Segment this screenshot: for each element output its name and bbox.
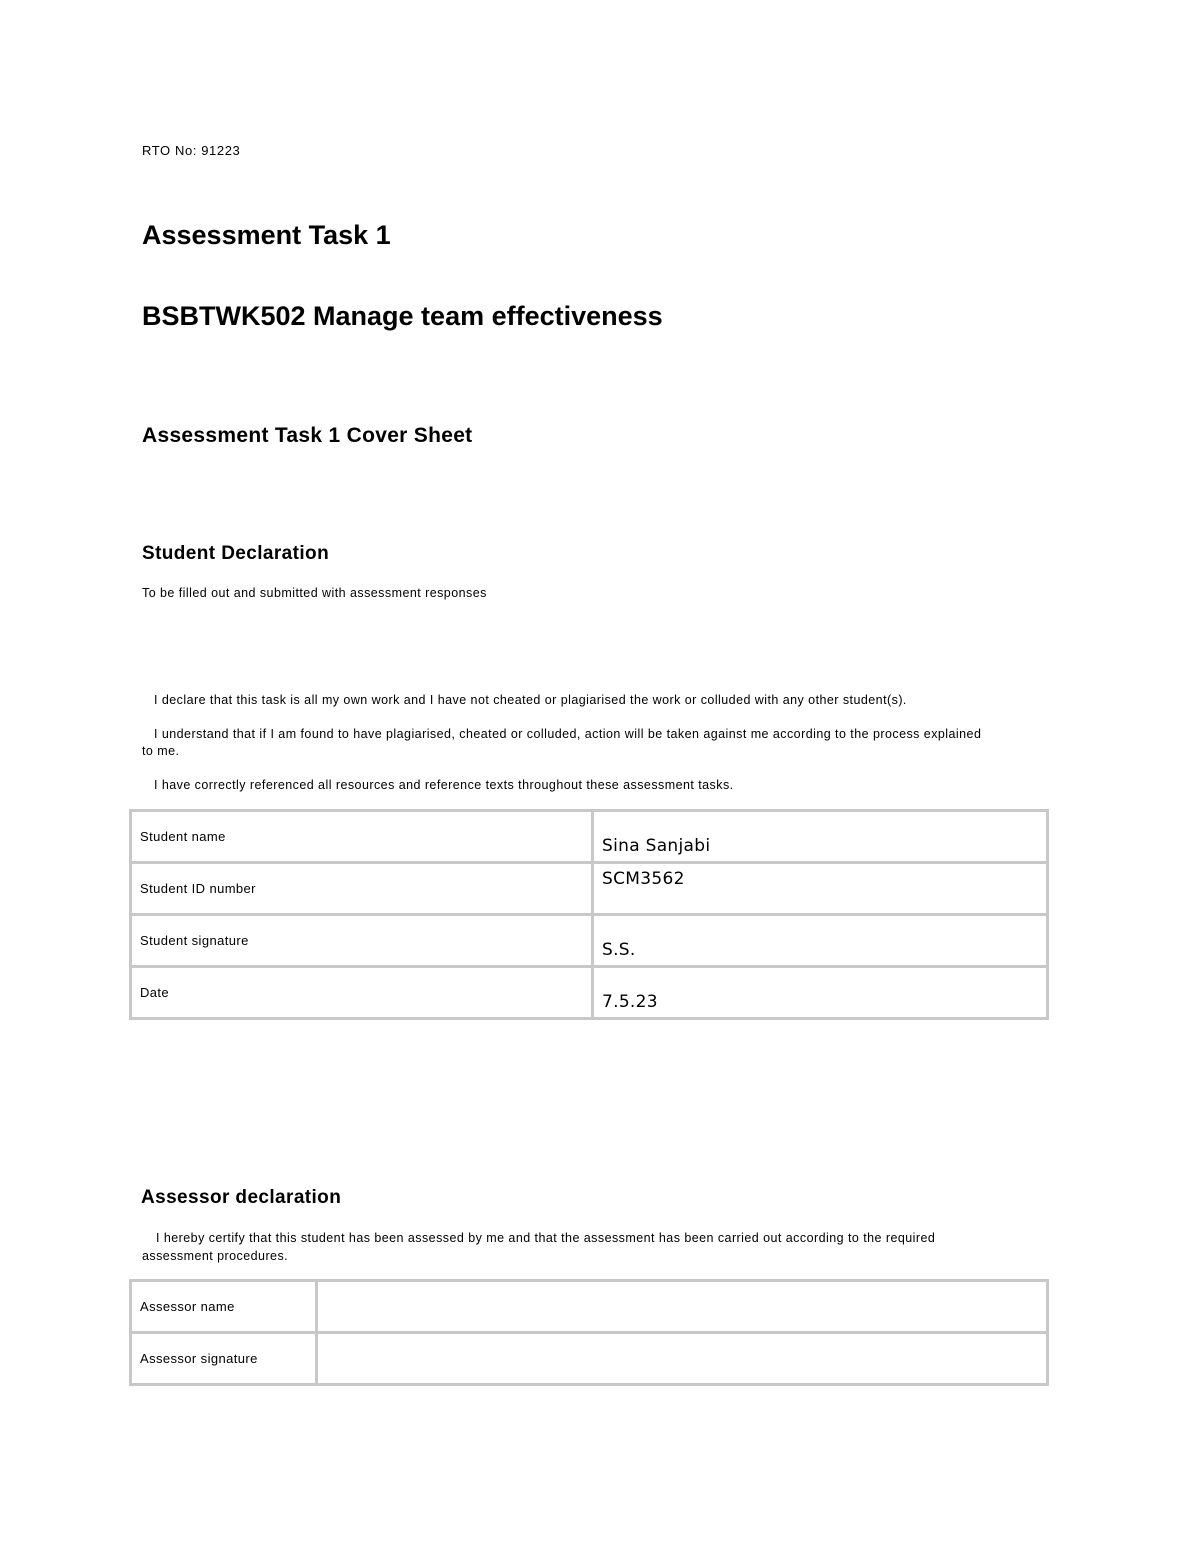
assessment-task-title: Assessment Task 1 (142, 220, 391, 250)
student-name-value: Sina Sanjabi (602, 835, 711, 856)
assessor-signature-label: Assessor signature (131, 1333, 317, 1385)
declaration-statement-own-work: I declare that this task is all my own work and I have not cheated or plagiarised the work or colluded with any other student(s). (154, 693, 907, 707)
table-row (131, 967, 1048, 1019)
declaration-statement-references: I have correctly referenced all resources and reference texts throughout these assessment tasks. (154, 778, 734, 792)
student-details-table (129, 809, 1049, 1020)
student-id-cell[interactable] (593, 863, 1048, 915)
student-declaration-subheading: To be filled out and submitted with assessment responses (142, 586, 487, 600)
date-value: 7.5.23 (602, 991, 658, 1012)
assessor-name-label: Assessor name (131, 1281, 317, 1333)
student-signature-value: S.S. (602, 939, 636, 960)
declaration-statement-plagiarism-cont: to me. (142, 744, 180, 758)
assessor-signature-cell[interactable] (317, 1333, 1048, 1385)
assessor-details-table (129, 1279, 1049, 1386)
date-cell[interactable] (593, 967, 1048, 1019)
rto-number: RTO No: 91223 (142, 143, 241, 158)
student-name-cell[interactable] (593, 811, 1048, 863)
date-label: Date (131, 967, 593, 1019)
student-name-label: Student name (131, 811, 593, 863)
table-row (131, 1281, 1048, 1333)
table-row (131, 1333, 1048, 1385)
assessor-statement-line1: I hereby certify that this student has been assessed by me and that the assessment has been carried out according to the required (156, 1231, 936, 1245)
assessor-declaration-heading: Assessor declaration (141, 1187, 342, 1208)
table-row (131, 915, 1048, 967)
student-id-value: SCM3562 (602, 868, 685, 889)
assessor-name-cell[interactable] (317, 1281, 1048, 1333)
student-signature-cell[interactable] (593, 915, 1048, 967)
declaration-statement-plagiarism: I understand that if I am found to have plagiarised, cheated or colluded, action will be taken against me according to the process explained (154, 727, 982, 741)
table-row (131, 811, 1048, 863)
unit-title: BSBTWK502 Manage team effectiveness (142, 301, 663, 331)
student-signature-label: Student signature (131, 915, 593, 967)
student-id-label: Student ID number (131, 863, 593, 915)
student-declaration-heading: Student Declaration (142, 543, 330, 564)
cover-sheet-heading: Assessment Task 1 Cover Sheet (142, 424, 473, 447)
assessor-statement-line2: assessment procedures. (142, 1249, 289, 1263)
table-row (131, 863, 1048, 915)
